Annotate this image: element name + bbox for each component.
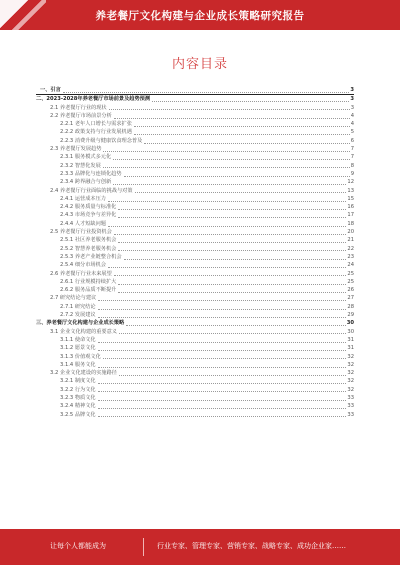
- toc-entry[interactable]: [36, 261, 354, 269]
- toc-entry[interactable]: [36, 319, 354, 327]
- toc-leader-dots: [118, 284, 346, 285]
- toc-entry[interactable]: [36, 286, 354, 294]
- toc-entry-title: 2.4.3 市场竞争与差异化: [60, 212, 117, 219]
- toc-entry-page: 32: [347, 353, 354, 360]
- toc-leader-dots: [113, 159, 350, 160]
- toc-leader-dots: [98, 300, 346, 301]
- toc-entry-title: 3.1.4 服务文化: [60, 361, 96, 368]
- toc-leader-dots: [118, 209, 346, 210]
- toc-leader-dots: [118, 242, 346, 243]
- toc-entry-page: 13: [347, 187, 354, 194]
- report-header: [0, 0, 400, 30]
- toc-entry-title: 2.5.4 细分市场机会: [60, 262, 106, 269]
- toc-leader-dots: [98, 309, 347, 310]
- toc-entry-page: 30: [347, 328, 354, 335]
- toc-entry-title: 3.1.1 使命文化: [60, 336, 96, 343]
- toc-entry-page: 9: [350, 170, 354, 177]
- toc-entry[interactable]: [36, 303, 354, 311]
- toc-entry-page: 6: [350, 137, 354, 144]
- toc-entry-title: 2.7 研究结论与建议: [50, 295, 97, 302]
- toc-entry[interactable]: [36, 195, 354, 203]
- toc-entry-title: 二、2023-2028年养老餐厅市场前景及趋势预测: [36, 96, 151, 103]
- toc-entry-title: 2.6.1 行业规模持续扩大: [60, 278, 117, 285]
- toc-leader-dots: [118, 292, 346, 293]
- toc-leader-dots: [134, 126, 350, 127]
- toc-entry-page: 23: [347, 253, 354, 260]
- toc-leader-dots: [119, 375, 346, 376]
- toc-entry[interactable]: [36, 128, 354, 136]
- toc-entry-page: 32: [347, 386, 354, 393]
- footer-divider: [143, 538, 144, 556]
- footer-banner: [0, 529, 400, 565]
- toc-entry-page: 12: [347, 179, 354, 186]
- toc-leader-dots: [119, 333, 346, 334]
- toc-entry-page: 25: [347, 270, 354, 277]
- toc-entry-title: 2.3.3 品牌化与连锁化趋势: [60, 170, 122, 177]
- footer-slogan: 让每个人都能成为: [50, 542, 106, 550]
- toc-entry-title: 3.2.2 行为文化: [60, 386, 96, 393]
- toc-entry-page: 20: [347, 229, 354, 236]
- header-corner-stripe: [10, 0, 46, 30]
- toc-leader-dots: [98, 367, 347, 368]
- toc-entry-title: 2.3.2 智慧化发展: [60, 162, 101, 169]
- toc-entry-page: 33: [347, 394, 354, 401]
- toc-entry-title: 2.1 养老餐厅行业的现状: [50, 104, 107, 111]
- toc-entry-title: 3.1.3 价值观文化: [60, 353, 101, 360]
- toc-entry-page: 16: [347, 204, 354, 211]
- toc-entry-title: 一、引言: [40, 87, 61, 93]
- table-of-contents: [36, 86, 354, 419]
- toc-entry-page: 32: [347, 361, 354, 368]
- toc-leader-dots: [63, 92, 350, 93]
- toc-entry[interactable]: [36, 253, 354, 261]
- toc-entry-page: 3: [350, 96, 354, 103]
- toc-entry-page: 29: [347, 312, 354, 319]
- toc-entry-title: 2.5.3 养老产业链整合机会: [60, 253, 122, 260]
- toc-leader-dots: [134, 134, 350, 135]
- toc-entry[interactable]: [36, 328, 354, 336]
- toc-entry-title: 三、养老餐厅文化构建与企业成长策略: [36, 320, 125, 327]
- toc-leader-dots: [135, 192, 347, 193]
- toc-entry-page: 32: [347, 378, 354, 385]
- toc-leader-dots: [98, 350, 347, 351]
- toc-leader-dots: [98, 383, 347, 384]
- toc-entry-page: 5: [350, 129, 354, 136]
- toc-entry[interactable]: [36, 220, 354, 228]
- toc-entry-page: 28: [347, 303, 354, 310]
- toc-entry[interactable]: [36, 120, 354, 128]
- toc-entry-page: 4: [350, 121, 354, 128]
- toc-entry[interactable]: [36, 178, 354, 186]
- toc-entry-page: 33: [347, 403, 354, 410]
- toc-entry[interactable]: [36, 411, 354, 419]
- toc-leader-dots: [126, 325, 346, 326]
- toc-entry-page: 22: [347, 245, 354, 252]
- toc-entry[interactable]: [36, 353, 354, 361]
- toc-entry[interactable]: [36, 344, 354, 352]
- toc-entry[interactable]: [36, 145, 354, 153]
- toc-entry-title: 2.7.2 发展建议: [60, 312, 96, 319]
- toc-entry-title: 2.4.2 服务质量与标准化: [60, 204, 117, 211]
- toc-entry-title: 2.2 养老餐厅市场前景分析: [50, 112, 112, 119]
- toc-entry-title: 2.2.1 老年人口增长与需求扩张: [60, 121, 132, 128]
- toc-entry[interactable]: [36, 402, 354, 410]
- toc-leader-dots: [108, 267, 346, 268]
- toc-entry-page: 18: [347, 220, 354, 227]
- toc-leader-dots: [114, 118, 350, 119]
- toc-entry-title: 2.4.4 人才短缺问题: [60, 220, 106, 227]
- toc-entry[interactable]: [36, 187, 354, 195]
- toc-entry-page: 17: [347, 212, 354, 219]
- toc-entry-page: 30: [346, 320, 354, 327]
- toc-entry-title: 2.7.1 研究结论: [60, 303, 96, 310]
- toc-heading: 内容目录: [171, 57, 228, 72]
- toc-leader-dots: [103, 167, 350, 168]
- toc-entry-title: 2.2.3 消费升级与健康饮食理念普及: [60, 137, 143, 144]
- toc-entry-page: 21: [347, 237, 354, 244]
- toc-leader-dots: [114, 234, 347, 235]
- toc-entry[interactable]: [36, 95, 354, 103]
- toc-entry[interactable]: [36, 137, 354, 145]
- toc-entry[interactable]: [36, 394, 354, 402]
- toc-entry[interactable]: [36, 170, 354, 178]
- toc-entry-title: 2.5 养老餐厅行业投资机会: [50, 229, 112, 236]
- toc-leader-dots: [108, 226, 346, 227]
- toc-leader-dots: [98, 400, 347, 401]
- toc-leader-dots: [98, 416, 347, 417]
- toc-entry[interactable]: [36, 361, 354, 369]
- toc-entry-page: 24: [347, 262, 354, 269]
- toc-entry[interactable]: [36, 104, 354, 112]
- toc-entry-title: 2.5.2 智慧养老服务机会: [60, 245, 117, 252]
- toc-leader-dots: [98, 317, 347, 318]
- toc-leader-dots: [103, 358, 347, 359]
- toc-entry-page: 7: [350, 146, 354, 153]
- toc-entry-page: 8: [350, 162, 354, 169]
- toc-entry-page: 31: [347, 336, 354, 343]
- toc-leader-dots: [118, 217, 346, 218]
- toc-leader-dots: [98, 408, 347, 409]
- toc-entry-title: 3.1 企业文化构建的重要意义: [50, 328, 117, 335]
- toc-entry[interactable]: [36, 369, 354, 377]
- report-title: 养老餐厅文化构建与企业成长策略研究报告: [95, 9, 305, 22]
- toc-entry-title: 3.2.3 物质文化: [60, 394, 96, 401]
- toc-entry-title: 2.5.1 社区养老服务机会: [60, 237, 117, 244]
- toc-entry[interactable]: [36, 228, 354, 236]
- toc-entry-title: 2.3 养老餐厅发展趋势: [50, 146, 102, 153]
- toc-leader-dots: [152, 101, 349, 102]
- toc-entry-title: 3.1.2 愿景文化: [60, 345, 96, 352]
- toc-entry-page: 3: [350, 104, 354, 111]
- toc-entry-title: 2.4 养老餐厅行业面临的挑战与对策: [50, 187, 133, 194]
- toc-entry-page: 31: [347, 345, 354, 352]
- toc-leader-dots: [144, 143, 349, 144]
- toc-entry-title: 3.2 企业文化建设的实施路径: [50, 370, 117, 377]
- toc-entry[interactable]: [36, 86, 354, 94]
- toc-entry-title: 2.3.4 跨界融合与创新: [60, 179, 112, 186]
- toc-leader-dots: [98, 391, 347, 392]
- toc-entry[interactable]: [36, 203, 354, 211]
- toc-entry[interactable]: [36, 377, 354, 385]
- toc-entry[interactable]: [36, 236, 354, 244]
- toc-entry[interactable]: [36, 311, 354, 319]
- toc-leader-dots: [109, 109, 350, 110]
- toc-leader-dots: [118, 250, 346, 251]
- toc-entry-page: 4: [350, 112, 354, 119]
- toc-entry[interactable]: [36, 211, 354, 219]
- toc-entry-page: 15: [347, 195, 354, 202]
- toc-leader-dots: [98, 342, 347, 343]
- toc-entry-page: 25: [347, 278, 354, 285]
- toc-leader-dots: [124, 176, 350, 177]
- toc-leader-dots: [114, 275, 347, 276]
- toc-entry-page: 32: [347, 370, 354, 377]
- toc-leader-dots: [124, 259, 347, 260]
- toc-entry-page: 33: [347, 411, 354, 418]
- toc-entry-page: 7: [350, 154, 354, 161]
- toc-entry-page: 26: [347, 287, 354, 294]
- toc-entry-page: 3: [350, 87, 354, 93]
- toc-entry-page: 27: [347, 295, 354, 302]
- toc-entry[interactable]: [36, 245, 354, 253]
- toc-leader-dots: [103, 151, 349, 152]
- toc-entry-title: 3.2.4 精神文化: [60, 403, 96, 410]
- toc-entry[interactable]: [36, 270, 354, 278]
- toc-entry[interactable]: [36, 112, 354, 120]
- toc-entry[interactable]: [36, 162, 354, 170]
- toc-leader-dots: [108, 201, 346, 202]
- toc-entry[interactable]: [36, 153, 354, 161]
- toc-entry-title: 2.3.1 服务模式多元化: [60, 154, 112, 161]
- toc-leader-dots: [113, 184, 346, 185]
- toc-entry-title: 2.6 养老餐厅行业未来展望: [50, 270, 112, 277]
- footer-tagline: 行业专家、管理专家、营销专家、战略专家、成功企业家……: [157, 542, 346, 550]
- toc-entry[interactable]: [36, 386, 354, 394]
- toc-entry[interactable]: [36, 294, 354, 302]
- toc-entry-title: 3.2.1 制度文化: [60, 378, 96, 385]
- toc-entry-title: 2.4.1 运营成本压力: [60, 195, 106, 202]
- toc-entry[interactable]: [36, 336, 354, 344]
- toc-entry-title: 2.2.2 政策支持与行业发展机遇: [60, 129, 132, 136]
- toc-entry-title: 2.6.2 服务品质不断提升: [60, 287, 117, 294]
- toc-entry[interactable]: [36, 278, 354, 286]
- toc-entry-title: 3.2.5 品牌文化: [60, 411, 96, 418]
